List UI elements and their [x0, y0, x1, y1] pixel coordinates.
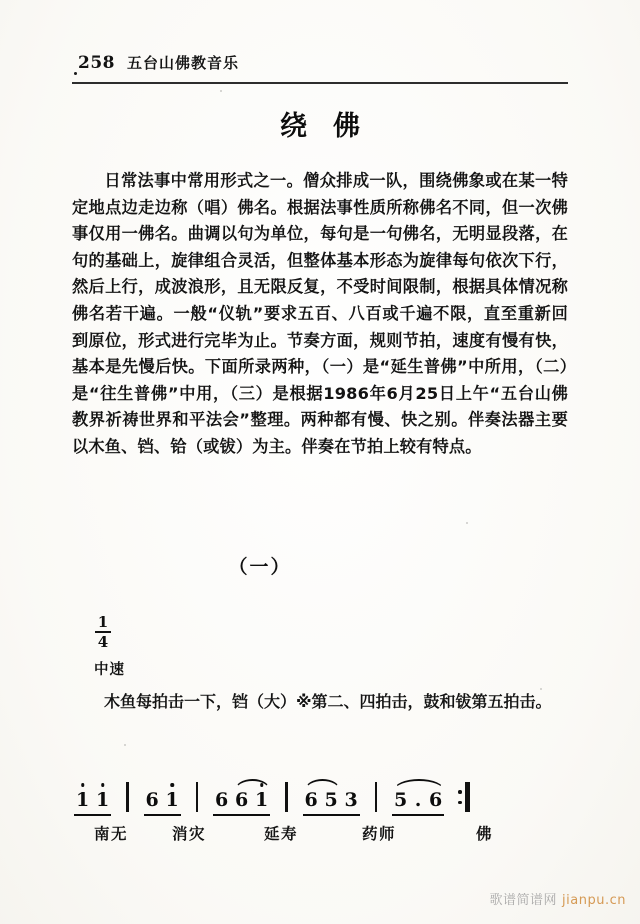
time-signature-numerator: 1	[97, 613, 109, 631]
jianpu-note: 1	[255, 791, 268, 810]
barline	[285, 782, 288, 812]
jianpu-notation	[72, 762, 568, 820]
scan-speck	[124, 744, 126, 746]
octave-up-dot	[81, 783, 85, 787]
measure-container	[72, 762, 470, 820]
jianpu-note: 6	[235, 789, 249, 811]
measure	[390, 768, 446, 820]
time-signature-denominator: 4	[97, 633, 109, 651]
watermark	[490, 889, 626, 908]
note-group	[142, 791, 183, 820]
lyric-syllable: 南无	[94, 825, 129, 843]
lyrics-row	[72, 822, 568, 848]
note-group	[301, 791, 362, 820]
measure	[211, 768, 272, 820]
octave-up-dot	[101, 783, 105, 787]
jianpu-note: 6	[145, 789, 159, 811]
section-label	[0, 552, 640, 579]
body-text	[72, 168, 568, 461]
lyric-syllable: 消灾	[172, 825, 207, 843]
lyric-syllable: 佛	[476, 825, 494, 843]
jianpu-note: 3	[344, 789, 358, 811]
beam-line	[74, 814, 111, 816]
beam-line	[213, 814, 270, 816]
slur-arc	[394, 779, 444, 790]
repeat-end-barline	[458, 780, 470, 814]
duration-dot: .	[414, 789, 422, 811]
scan-speck	[466, 522, 468, 524]
note-group	[390, 791, 446, 820]
barline	[196, 782, 199, 812]
slur-arc	[305, 779, 340, 790]
performance-note	[72, 688, 568, 715]
body-paragraph: 日常法事中常用形式之一。僧众排成一队，围绕佛象或在某一特定地点边走边称（唱）佛名。根据法事性质所称佛名不同，但一次佛事仅用一佛名。曲调以句为单位，每句是一句佛名，无明显段落，在句的基础上，旋律组合灵活，但整体基本形态为旋律每句依次下行，然后上行，成波浪形，且无限反复，不受时间限制，根据具体情况称佛名若干遍。一般“仪轨”要求五百、八百或千遍不限，直至重新回到原位，形式进行完毕为止。节奏方面，规则节拍，速度有慢有快，基本是先慢后快。下面所录两种，（一）是“延生普佛”中所用，（二）是“往生普佛”中用，（三）是根据1986年6月25日上午“五台山佛教界祈祷世界和平法会”整理。两种都有慢、快之别。伴奏法器主要以木鱼、铛、铪（或钹）为主。伴奏在节拍上较有特点。	[72, 171, 568, 456]
repeat-thick-bar	[465, 782, 470, 812]
barline	[126, 782, 129, 812]
performance-note-text: 木鱼每拍击一下，铛（大）※第二、四拍击，鼓和钹第五拍击。	[104, 692, 552, 711]
jianpu-note: 5	[324, 789, 338, 811]
scan-speck	[220, 90, 222, 92]
header-rule	[72, 82, 568, 84]
section-label-text: （一）	[228, 556, 292, 578]
jianpu-note: 1	[76, 791, 89, 810]
beam-line	[144, 814, 181, 816]
jianpu-note: 6	[304, 789, 318, 811]
beam-line	[392, 814, 444, 816]
octave-up-dot	[170, 783, 174, 787]
repeat-dots	[458, 790, 462, 804]
jianpu-note: 1	[96, 791, 109, 810]
lyric-syllable: 延寿	[264, 825, 299, 843]
slur-arc	[235, 779, 270, 790]
page-number: 258	[78, 53, 115, 73]
head-dot-mark	[74, 72, 77, 75]
lyric-syllable: 药师	[362, 825, 397, 843]
tempo-marking: 中速	[94, 662, 125, 678]
watermark-en: jianpu.cn	[562, 893, 626, 908]
jianpu-note: 1	[166, 791, 179, 810]
book-title: 五台山佛教音乐	[127, 54, 240, 72]
watermark-cn: 歌谱简谱网	[489, 893, 558, 908]
running-head	[72, 52, 568, 86]
barline	[375, 782, 378, 812]
measure	[142, 768, 183, 820]
jianpu-note: 6	[215, 789, 229, 811]
note-group	[211, 791, 272, 820]
measure	[72, 768, 113, 820]
page-title: 绕佛	[280, 111, 386, 142]
note-group	[72, 791, 113, 820]
beam-line	[303, 814, 360, 816]
jianpu-note: 6	[429, 789, 443, 811]
time-signature	[88, 614, 118, 650]
measure	[301, 768, 362, 820]
jianpu-note: 5	[394, 789, 408, 811]
